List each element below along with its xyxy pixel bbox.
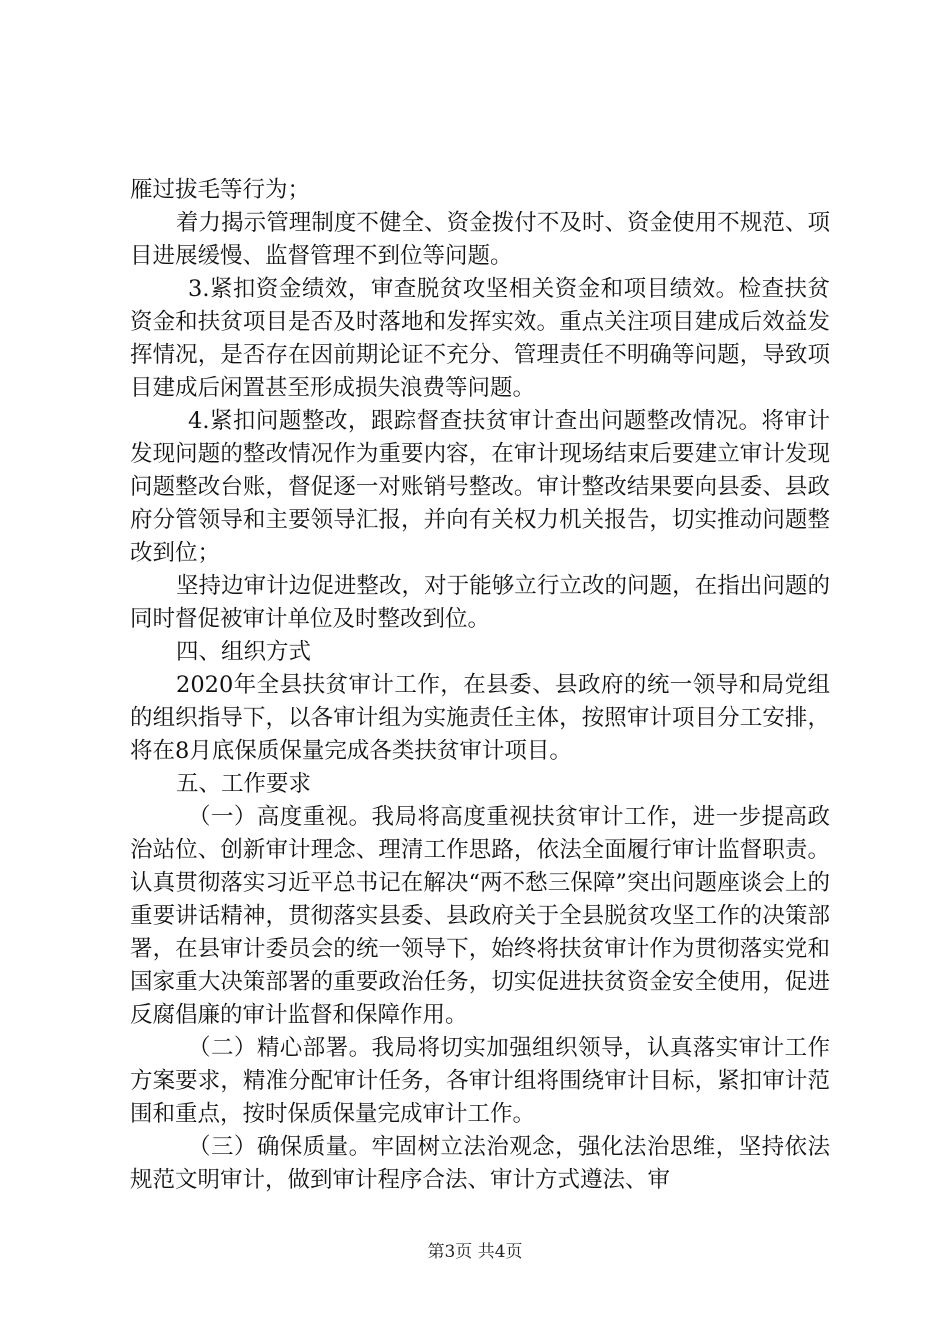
paragraph-management-issues: 着力揭示管理制度不健全、资金拨付不及时、资金使用不规范、项目进展缓慢、监督管理不到位等问题。 <box>130 210 830 269</box>
paragraph-careful-deployment: （二）精心部署。我局将切实加强组织领导，认真落实审计工作方案要求，精准分配审计任务，各审计组将围绕审计目标，紧扣审计范围和重点，按时保质保量完成审计工作。 <box>130 1035 830 1127</box>
paragraph-continuation: 雁过拔毛等行为； <box>130 177 311 203</box>
page-number: 第3页 共4页 <box>427 1242 523 1262</box>
document-body <box>130 174 830 1197</box>
paragraph-ensure-quality: （三）确保质量。牢固树立法治观念，强化法治思维，坚持依法规范文明审计，做到审计程序合法、审计方式遵法、审 <box>130 1134 830 1193</box>
paragraph-audit-while-rectify: 坚持边审计边促进整改，对于能够立行立改的问题，在指出问题的同时督促被审计单位及时整改到位。 <box>130 573 830 632</box>
paragraph-rectification: 4.紧扣问题整改，跟踪督查扶贫审计查出问题整改情况。将审计发现问题的整改情况作为重要内容，在审计现场结束后要建立审计发现问题整改台账，督促逐一对账销号整改。审计整改结果要向县委、县政府分管领导和主要领导汇报，并向有关权力机关报告，切实推动问题整改到位； <box>130 408 830 566</box>
section-heading-requirements: 五、工作要求 <box>176 771 312 797</box>
section-heading-organization: 四、组织方式 <box>176 639 312 665</box>
paragraph-organization: 2020年全县扶贫审计工作，在县委、县政府的统一领导和局党组的组织指导下，以各审计组为实施责任主体，按照审计项目分工安排，将在8月底保质保量完成各类扶贫审计项目。 <box>130 672 830 764</box>
paragraph-fund-performance: 3.紧扣资金绩效，审查脱贫攻坚相关资金和项目绩效。检查扶贫资金和扶贫项目是否及时落地和发挥实效。重点关注项目建成后效益发挥情况，是否存在因前期论证不充分、管理责任不明确等问题，导致项目建成后闲置甚至形成损失浪费等问题。 <box>130 276 830 401</box>
paragraph-high-attention: （一）高度重视。我局将高度重视扶贫审计工作，进一步提高政治站位、创新审计理念、理清工作思路，依法全面履行审计监督职责。认真贯彻落实习近平总书记在解决“两不愁三保障”突出问题座谈会上的重要讲话精神，贯彻落实县委、县政府关于全县脱贫攻坚工作的决策部署，在县审计委员会的统一领导下，始终将扶贫审计作为贯彻落实党和国家重大决策部署的重要政治任务，切实促进扶贫资金安全使用，促进反腐倡廉的审计监督和保障作用。 <box>130 804 830 1028</box>
